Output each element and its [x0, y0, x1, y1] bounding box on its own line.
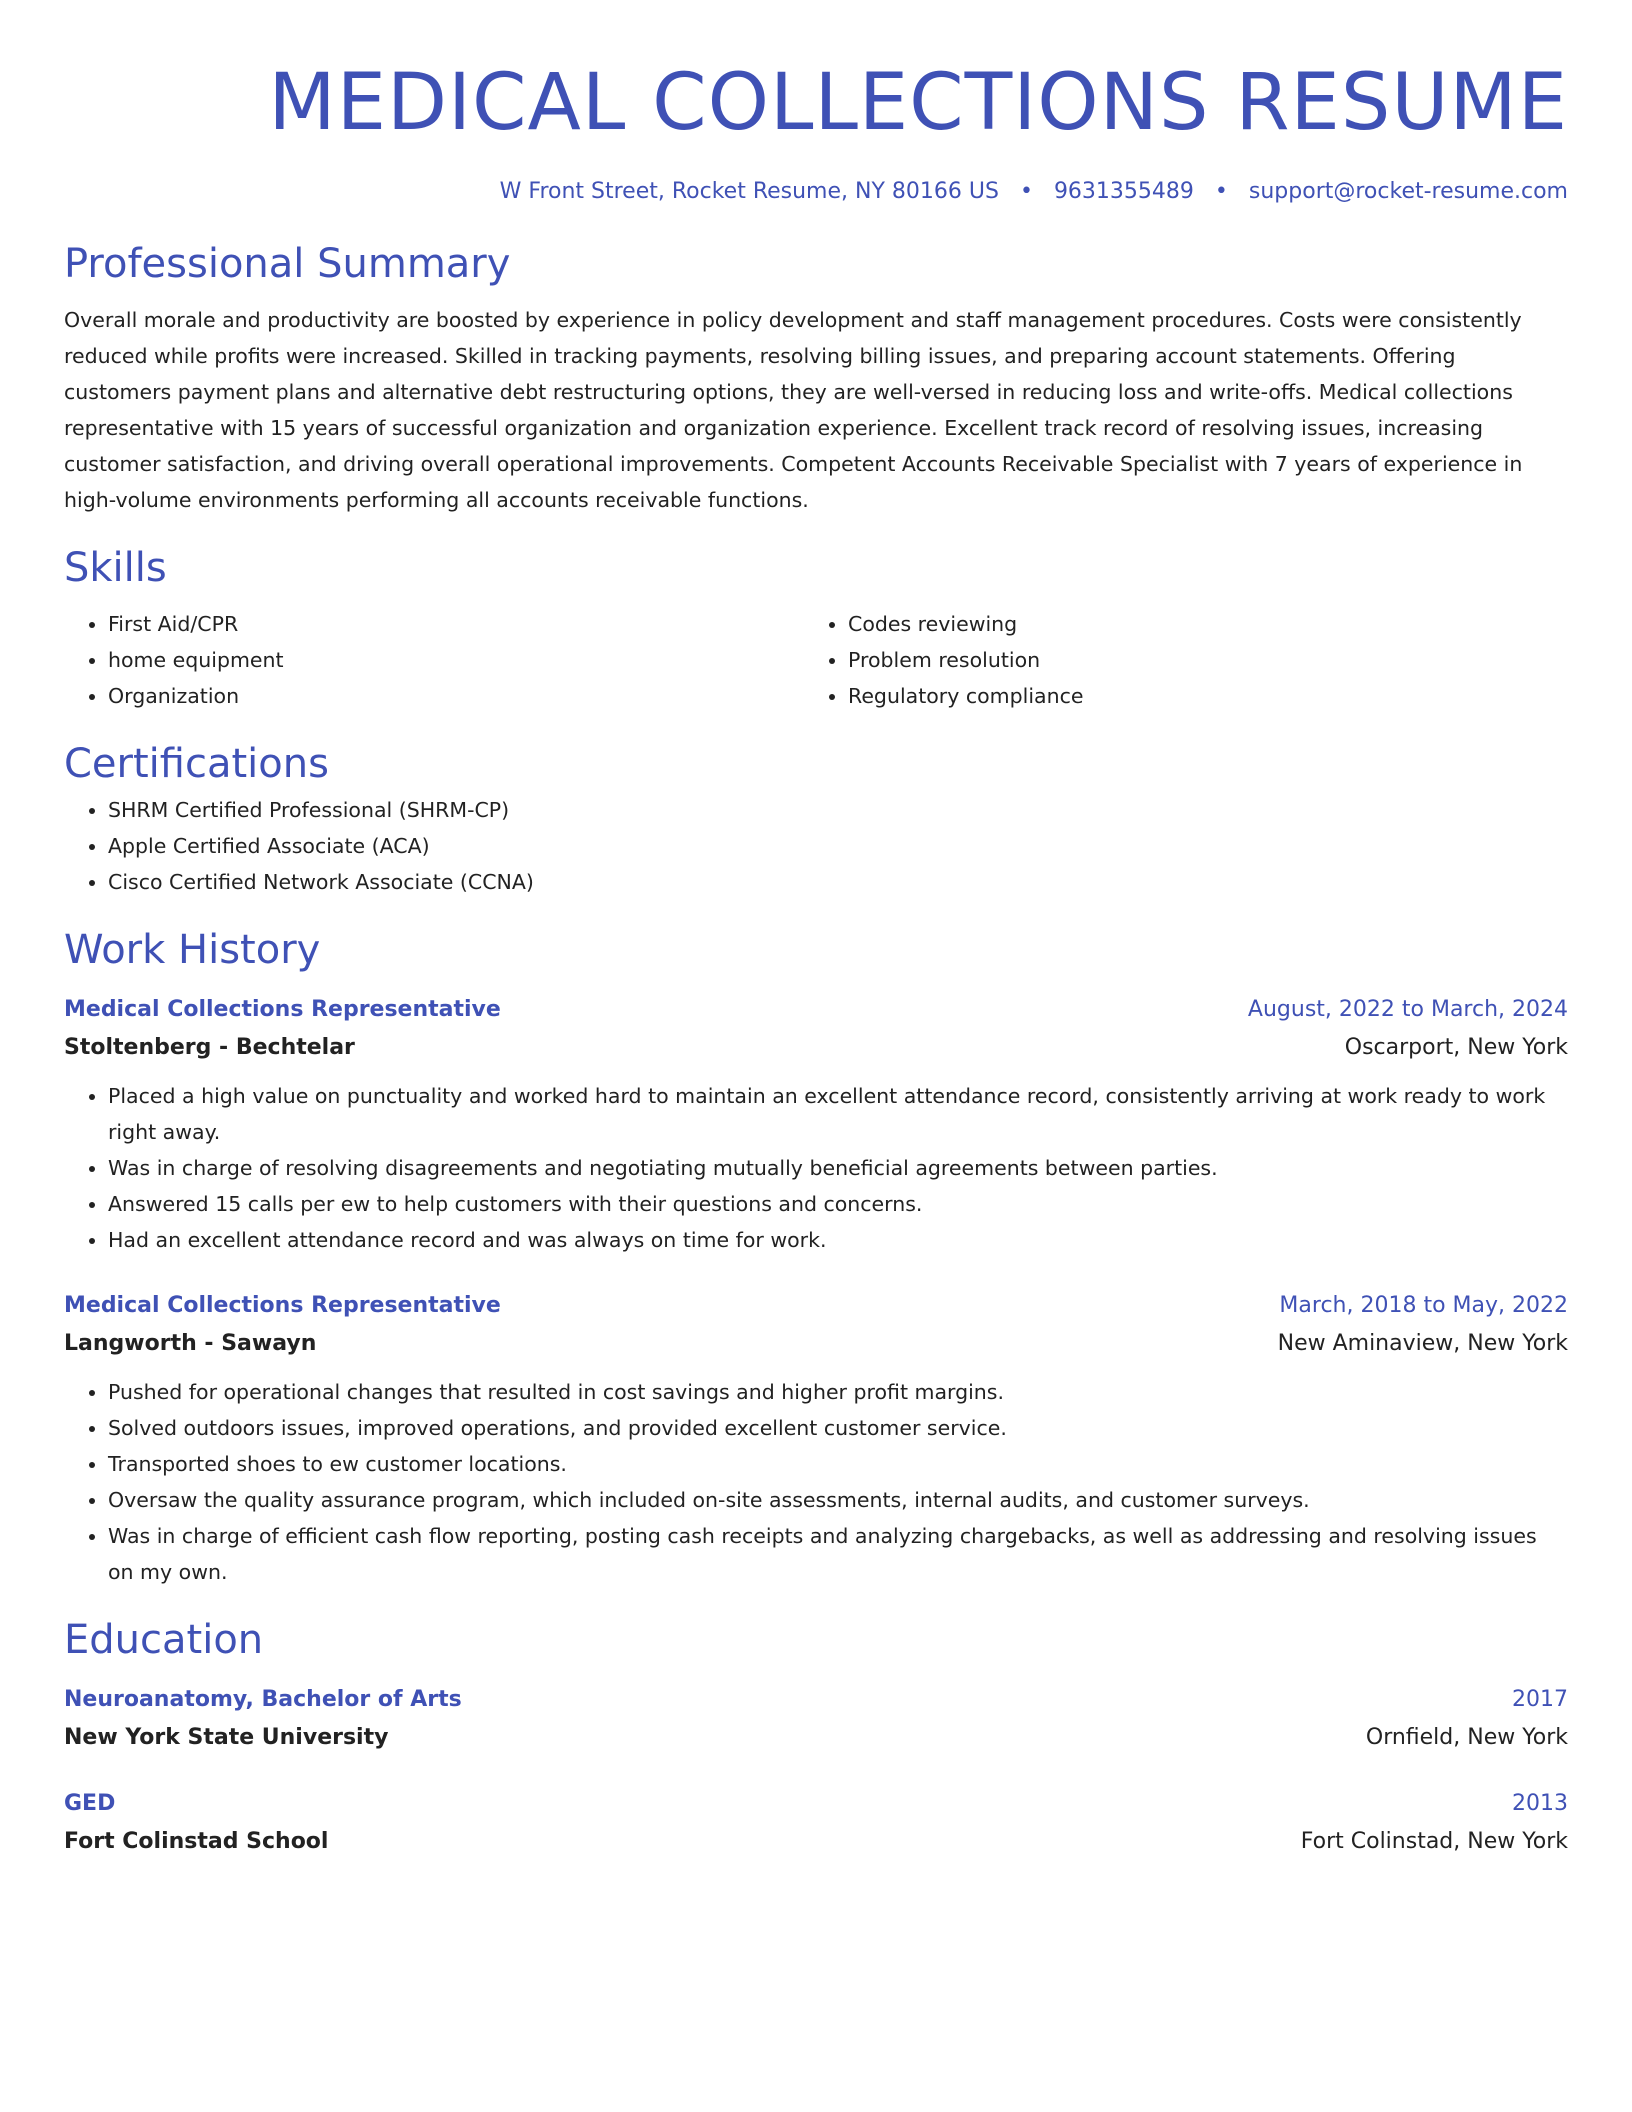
contact-email: support@rocket-resume.com	[1248, 179, 1568, 204]
job-duty: • Was in charge of resolving disagreements and negotiating mutually beneficial agreements between parties.	[108, 1150, 1568, 1186]
job-company: Langworth - Sawayn	[64, 1331, 317, 1356]
job-role: Medical Collections Representative	[64, 1293, 501, 1318]
job-duties	[64, 1374, 1568, 1590]
job-title-row	[64, 992, 1568, 1028]
job-company-row	[64, 1028, 1568, 1068]
education-school: Fort Colinstad School	[64, 1829, 329, 1854]
job-company: Stoltenberg - Bechtelar	[64, 1035, 355, 1060]
job-entry	[64, 992, 1568, 1258]
skills-list-left	[64, 606, 804, 714]
job-duty: • Was in charge of efficient cash flow reporting, posting cash receipts and analyzing chargebacks, as well as addressing and resolving issues on my own.	[108, 1518, 1568, 1590]
skill-item: • Regulatory compliance	[848, 678, 1544, 714]
education-degree-row	[64, 1786, 1568, 1822]
contact-address: W Front Street, Rocket Resume, NY 80166 US	[499, 179, 999, 204]
education-degree-row	[64, 1682, 1568, 1718]
skill-item: • First Aid/CPR	[108, 606, 804, 642]
education-school-row	[64, 1822, 1568, 1862]
certifications-list	[64, 792, 1568, 900]
job-duty: • Oversaw the quality assurance program, which included on-site assessments, internal audits, and customer surveys.	[108, 1482, 1568, 1518]
contact-line	[64, 176, 1568, 208]
job-title-row	[64, 1288, 1568, 1324]
summary-section	[64, 236, 1568, 518]
resume-header	[64, 48, 1568, 208]
job-duty: • Answered 15 calls per ew to help customers with their questions and concerns.	[108, 1186, 1568, 1222]
skills-section	[64, 540, 1568, 714]
job-duty: • Pushed for operational changes that resulted in cost savings and higher profit margins.	[108, 1374, 1568, 1410]
education-degree: GED	[64, 1791, 116, 1816]
job-dates: August, 2022 to March, 2024	[1247, 997, 1568, 1022]
job-role: Medical Collections Representative	[64, 997, 501, 1022]
education-degree: Neuroanatomy, Bachelor of Arts	[64, 1687, 462, 1712]
skills-column-right	[804, 606, 1544, 714]
skill-item: • home equipment	[108, 642, 804, 678]
skills-list-right	[804, 606, 1544, 714]
job-location: Oscarport, New York	[1344, 1035, 1568, 1060]
education-section	[64, 1612, 1568, 1862]
education-entry	[64, 1786, 1568, 1862]
contact-separator: •	[1214, 179, 1228, 204]
summary-text: Overall morale and productivity are boosted by experience in policy development and staff management procedures. Costs were consistently reduced while profits were increased. Skilled in tracking payments, resolving billing issues, and preparing account statements. Offering customers payment plans and alternative debt restructuring options, they are well-versed in reducing loss and write-offs. Medical collections representative with 15 years of successful organization and organization experience. Excellent track record of resolving issues, increasing customer satisfaction, and driving overall operational improvements. Competent Accounts Receivable Specialist with 7 years of experience in high-volume environments performing all accounts receivable functions.	[64, 308, 1523, 512]
certification-item: • SHRM Certified Professional (SHRM-CP)	[108, 792, 1568, 828]
work-history-section	[64, 922, 1568, 1590]
education-year: 2013	[1512, 1791, 1568, 1816]
skill-item: • Problem resolution	[848, 642, 1544, 678]
education-location: Ornfield, New York	[1365, 1725, 1568, 1750]
certification-item: • Apple Certified Associate (ACA)	[108, 828, 1568, 864]
skills-heading: Skills	[64, 545, 167, 591]
job-duties	[64, 1078, 1568, 1258]
skill-item: • Organization	[108, 678, 804, 714]
job-duty: • Transported shoes to ew customer locations.	[108, 1446, 1568, 1482]
education-location: Fort Colinstad, New York	[1300, 1829, 1568, 1854]
skill-item: • Codes reviewing	[848, 606, 1544, 642]
certification-item: • Cisco Certified Network Associate (CCNA)	[108, 864, 1568, 900]
certifications-heading: Certifications	[64, 741, 329, 787]
resume-title: MEDICAL COLLECTIONS RESUME	[268, 58, 1568, 148]
job-duty: • Solved outdoors issues, improved operations, and provided excellent customer service.	[108, 1410, 1568, 1446]
education-school: New York State University	[64, 1725, 389, 1750]
education-school-row	[64, 1718, 1568, 1758]
contact-separator: •	[1019, 179, 1033, 204]
job-company-row	[64, 1324, 1568, 1364]
skills-grid	[64, 606, 1568, 714]
summary-heading: Professional Summary	[64, 241, 511, 287]
skills-column-left	[64, 606, 804, 714]
education-heading: Education	[64, 1617, 264, 1663]
education-entry	[64, 1682, 1568, 1758]
contact-phone: 9631355489	[1053, 179, 1194, 204]
education-year: 2017	[1512, 1687, 1568, 1712]
job-duty: • Placed a high value on punctuality and worked hard to maintain an excellent attendance record, consistently arriving at work ready to work right away.	[108, 1078, 1568, 1150]
job-dates: March, 2018 to May, 2022	[1279, 1293, 1568, 1318]
certifications-section	[64, 736, 1568, 900]
work-history-heading: Work History	[64, 927, 321, 973]
job-location: New Aminaview, New York	[1277, 1331, 1568, 1356]
job-duty: • Had an excellent attendance record and was always on time for work.	[108, 1222, 1568, 1258]
job-entry	[64, 1288, 1568, 1590]
